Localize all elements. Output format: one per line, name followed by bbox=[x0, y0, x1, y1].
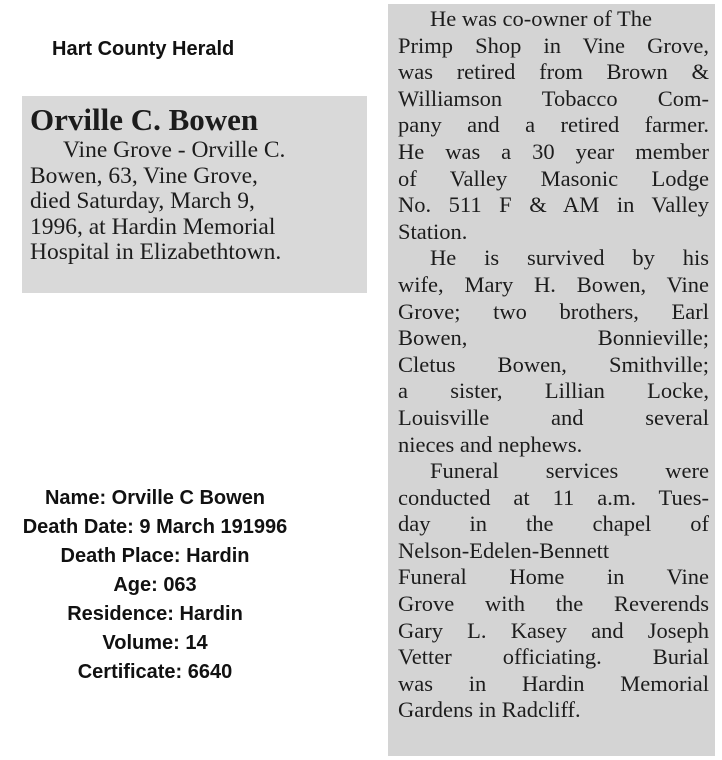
record-name: Name: Orville C Bowen bbox=[44, 487, 266, 509]
obituary-line: Bowen, 63, Vine Grove, bbox=[30, 162, 258, 189]
obituary-line: 1996, at Hardin Memorial bbox=[30, 213, 276, 240]
obituary-line: pany and a retired farmer. bbox=[398, 112, 709, 138]
obituary-line: day in the chapel of bbox=[398, 511, 709, 537]
record-volume: Volume: 14 bbox=[102, 632, 208, 654]
obituary-line: He was co-owner of The bbox=[430, 6, 653, 31]
newspaper-name: Hart County Herald bbox=[52, 38, 235, 60]
obituary-clipping-headline bbox=[22, 96, 367, 293]
obituary-line: Vine Grove - Orville C. bbox=[63, 137, 286, 163]
obituary-line: Nelson-Edelen-Bennett bbox=[398, 537, 610, 563]
obituary-clipping-continued bbox=[388, 4, 715, 756]
obituary-line: wife, Mary H. Bowen, Vine bbox=[398, 271, 709, 297]
obituary-line: Bowen, Bonnieville; bbox=[398, 325, 709, 351]
obituary-line: was retired from Brown & bbox=[398, 59, 709, 85]
obituary-line: Grove; two brothers, Earl bbox=[398, 298, 709, 324]
obituary-line: Grove with the Reverends bbox=[398, 591, 709, 617]
obituary-line: conducted at 11 a.m. Tues- bbox=[398, 484, 709, 510]
obituary-headline: Orville C. Bowen bbox=[30, 102, 259, 137]
death-record-summary bbox=[0, 484, 310, 687]
obituary-line: He was a 30 year member bbox=[398, 138, 709, 164]
obituary-line: was in Hardin Memorial bbox=[398, 670, 709, 696]
obituary-line: Hospital in Elizabethtown. bbox=[30, 239, 282, 265]
record-certificate: Certificate: 6640 bbox=[77, 661, 233, 683]
obituary-body-text bbox=[398, 6, 709, 724]
record-residence: Residence: Hardin bbox=[67, 603, 243, 625]
obituary-line: He is survived by his bbox=[430, 245, 709, 271]
record-death-date: Death Date: 9 March 191996 bbox=[22, 516, 288, 538]
obituary-line: Station. bbox=[398, 218, 468, 244]
obituary-line: Louisville and several bbox=[398, 404, 709, 430]
obituary-line: Funeral Home in Vine bbox=[398, 564, 709, 590]
obituary-line: No. 511 F & AM in Valley bbox=[398, 192, 709, 218]
record-death-place: Death Place: Hardin bbox=[60, 545, 250, 567]
record-age: Age: 063 bbox=[113, 574, 197, 596]
obituary-line: of Valley Masonic Lodge bbox=[398, 165, 709, 191]
obituary-line: Gardens in Radcliff. bbox=[398, 697, 581, 723]
obituary-line: a sister, Lillian Locke, bbox=[398, 378, 709, 404]
obituary-line: Vetter officiating. Burial bbox=[398, 644, 709, 670]
obituary-line: Funeral services were bbox=[430, 458, 709, 484]
obituary-intro-text bbox=[30, 138, 361, 266]
obituary-line: Gary L. Kasey and Joseph bbox=[398, 617, 709, 643]
obituary-line: Primp Shop in Vine Grove, bbox=[398, 32, 709, 58]
obituary-line: Williamson Tobacco Com- bbox=[398, 85, 709, 111]
obituary-line: died Saturday, March 9, bbox=[30, 188, 255, 214]
obituary-line: nieces and nephews. bbox=[398, 431, 583, 457]
obituary-line: Cletus Bowen, Smithville; bbox=[398, 351, 709, 377]
